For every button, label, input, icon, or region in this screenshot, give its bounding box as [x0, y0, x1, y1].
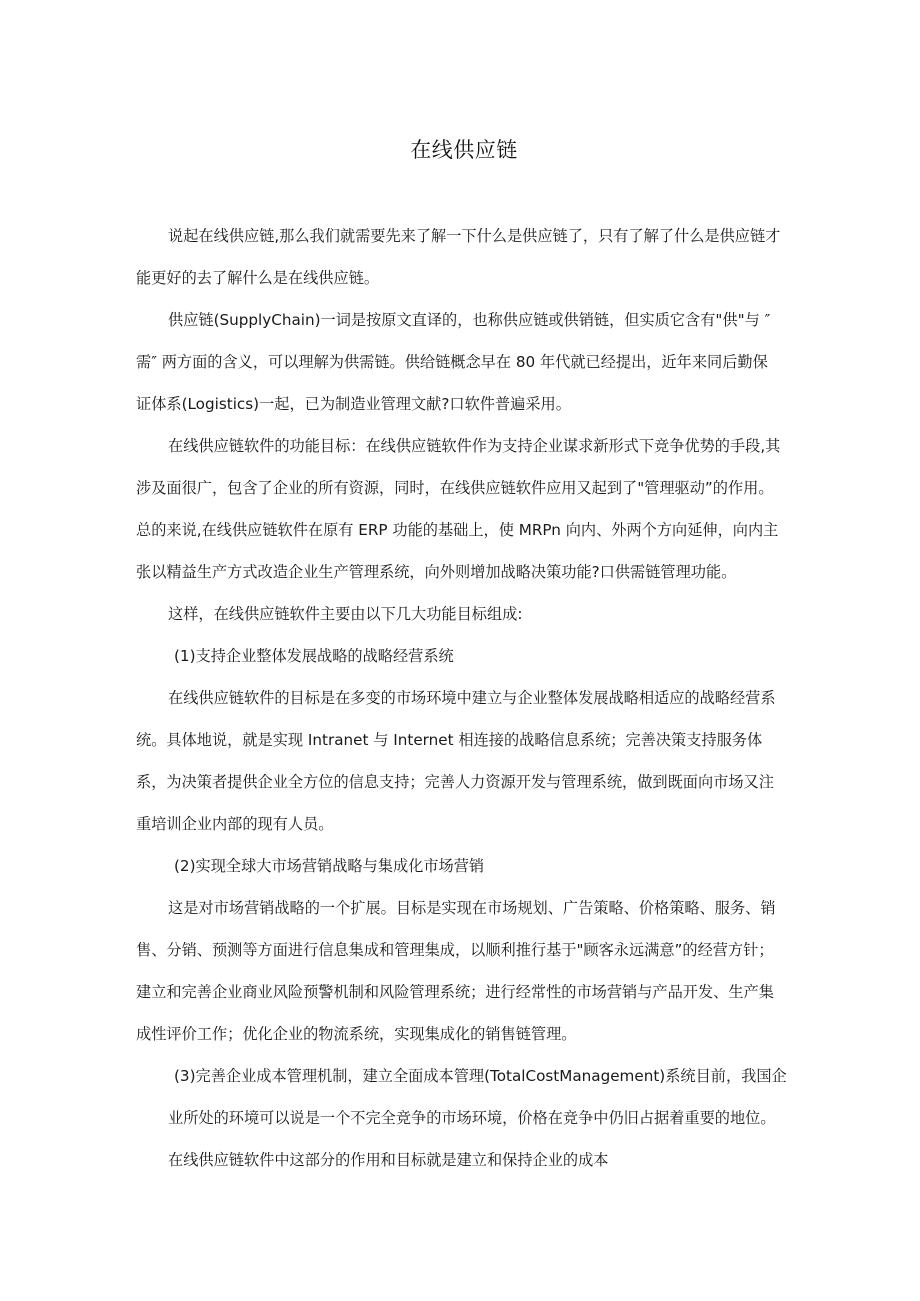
text-line: 重培训企业内部的现有人员。: [136, 815, 334, 833]
document-body: [136, 219, 796, 1185]
text-line: 说起在线供应链,那么我们就需要先来了解一下什么是供应链了，只有了解了什么是供应链才: [168, 227, 781, 245]
text-line: 总的来说,在线供应链软件在原有 ERP 功能的基础上，使 MRPn 向内、外两个方向延伸，向内主: [136, 521, 779, 539]
text-line: 成性评价工作；优化企业的物流系统，实现集成化的销售链管理。: [136, 1025, 577, 1043]
text-line: 这是对市场营销战略的一个扩展。目标是实现在市场规划、广告策略、价格策略、服务、销: [168, 899, 776, 917]
text-line: 系，为决策者提供企业全方位的信息支持；完善人力资源开发与管理系统，做到既面向市场又注: [136, 773, 774, 791]
text-line: 需″ 两方面的含义，可以理解为供需链。供给链概念早在 80 年代就已经提出，近年来同后勤保: [136, 353, 768, 371]
text-line: 建立和完善企业商业风险预警机制和风险管理系统；进行经常性的市场营销与产品开发、生产集: [136, 983, 774, 1001]
text-line: 供应链(SupplyChain)一词是按原文直译的，也称供应链或供销链，但实质它含有"供"与 ″: [168, 311, 771, 329]
section-heading: (1)支持企业整体发展战略的战略经营系统: [174, 647, 454, 665]
section-heading: (3)完善企业成本管理机制，建立全面成本管理(TotalCostManagement)系统目前，我国企: [174, 1067, 787, 1085]
section-heading: (2)实现全球大市场营销战略与集成化市场营销: [174, 857, 485, 875]
text-line: 涉及面很广，包含了企业的所有资源，同时，在线供应链软件应用又起到了"管理驱动”的作用。: [136, 479, 774, 497]
text-line: 这样，在线供应链软件主要由以下几大功能目标组成:: [168, 605, 523, 623]
text-line: 能更好的去了解什么是在线供应链。: [136, 269, 379, 287]
text-line: 在线供应链软件的功能目标：在线供应链软件作为支持企业谋求新形式下竞争优势的手段,其: [168, 437, 781, 455]
text-line: 张以精益生产方式改造企业生产管理系统，向外则增加战略决策功能?口供需链管理功能。: [136, 563, 737, 581]
document-title: 在线供应链: [410, 138, 518, 162]
text-line: 统。具体地说，就是实现 Intranet 与 Internet 相连接的战略信息系统；完善决策支持服务体: [136, 731, 763, 749]
text-line: 业所处的环境可以说是一个不完全竞争的市场环境，价格在竞争中仍旧占据着重要的地位。: [168, 1109, 776, 1127]
text-line: 在线供应链软件中这部分的作用和目标就是建立和保持企业的成本: [168, 1151, 609, 1169]
text-line: 在线供应链软件的目标是在多变的市场环境中建立与企业整体发展战略相适应的战略经营系: [168, 689, 776, 707]
text-line: 售、分销、预测等方面进行信息集成和管理集成，以顺利推行基于"顾客永远满意”的经营方针；: [136, 941, 774, 959]
text-line: 证体系(Logistics)一起，已为制造业管理文献?口软件普遍采用。: [136, 395, 571, 413]
